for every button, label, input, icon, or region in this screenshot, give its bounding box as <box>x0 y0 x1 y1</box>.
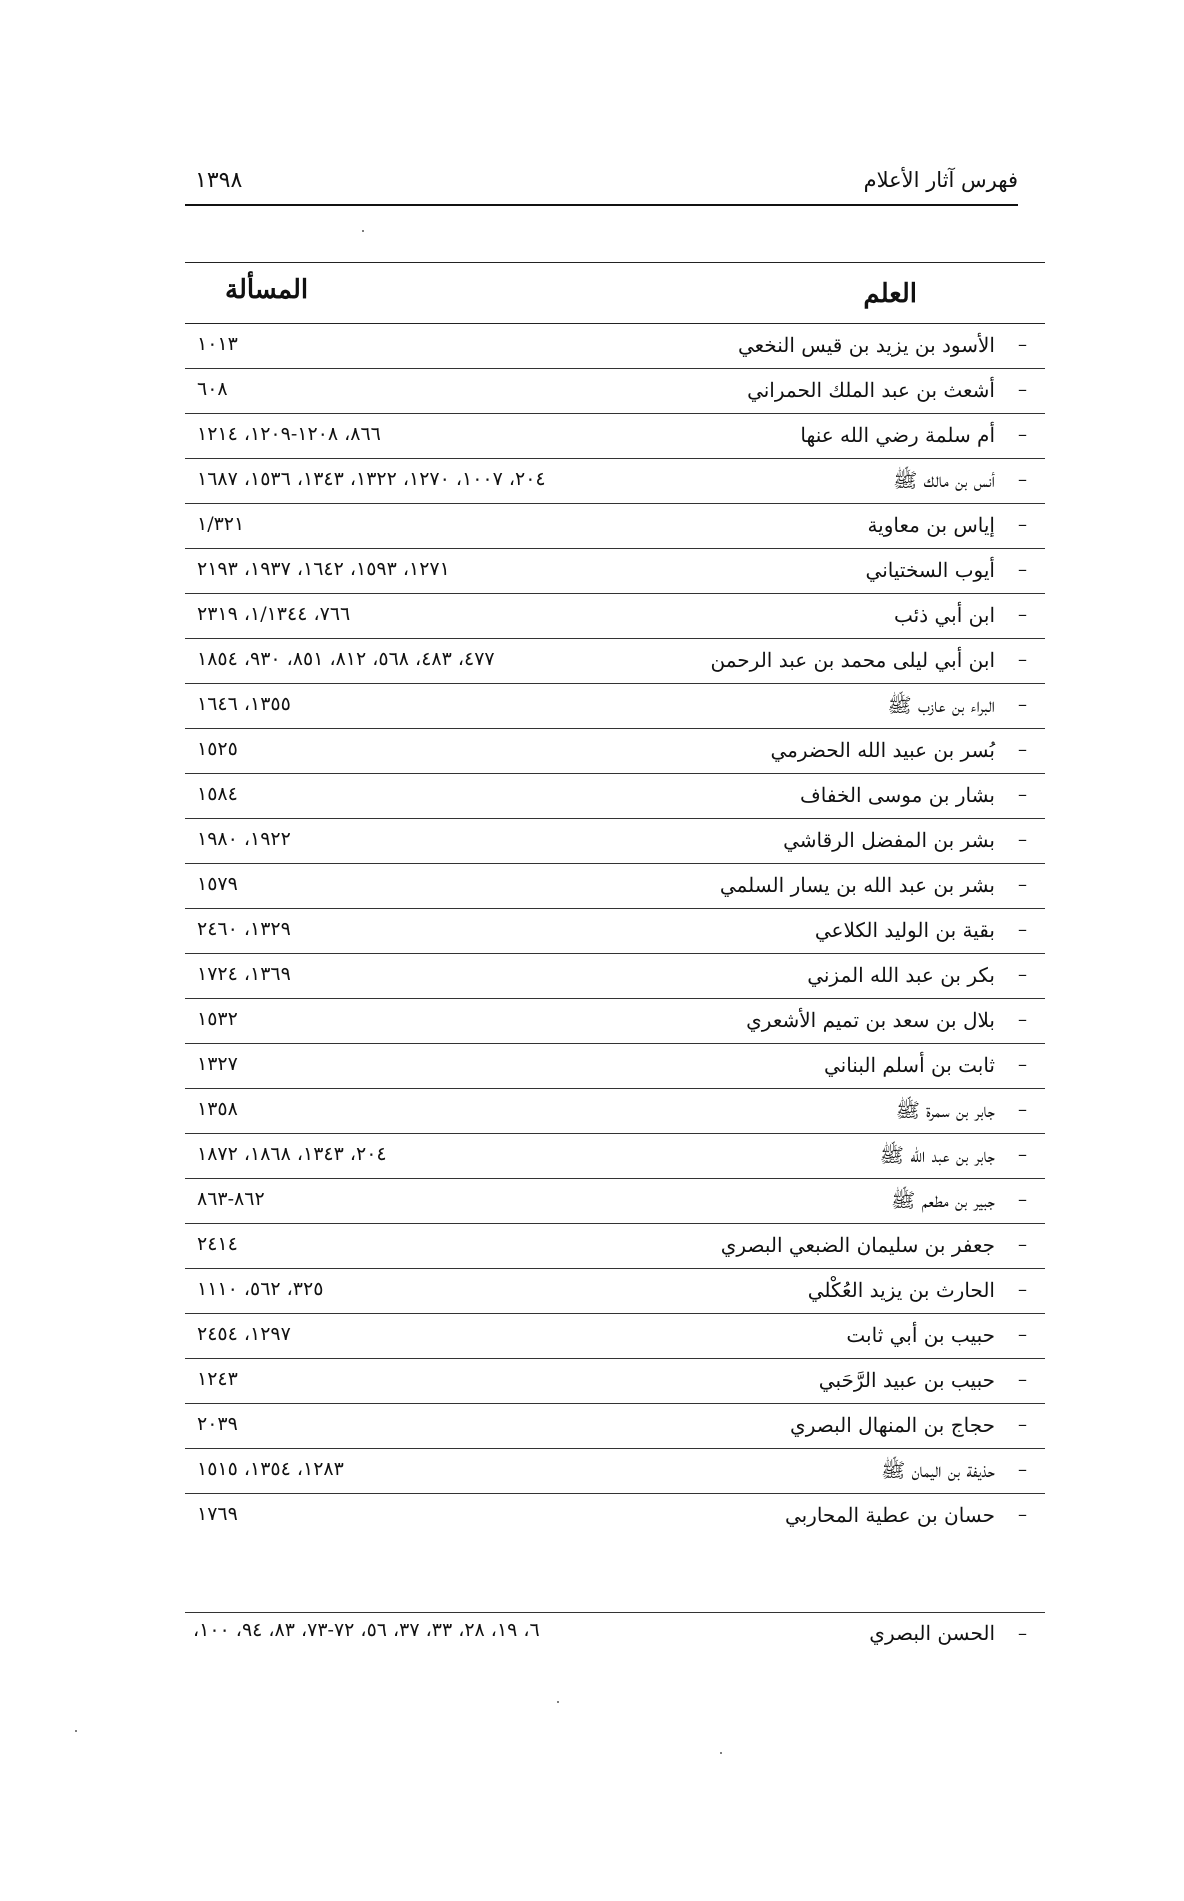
row-references: ١٥٧٩ <box>197 873 238 895</box>
table-row <box>185 324 1045 369</box>
table-row <box>185 909 1045 954</box>
row-dash: – <box>1018 559 1027 580</box>
row-references: ٢٠٤، ١٠٠٧، ١٢٧٠، ١٣٢٢، ١٣٤٣، ١٥٣٦، ١٦٨٧ <box>197 468 546 490</box>
row-name: بكر بن عبد الله المزني <box>807 963 995 987</box>
row-name: بلال بن سعد بن تميم الأشعري <box>746 1008 995 1032</box>
table-row <box>185 819 1045 864</box>
row-dash: – <box>1018 739 1027 760</box>
row-references: ١٥٢٥ <box>197 738 238 760</box>
row-references: ١٠١٣ <box>197 333 238 355</box>
row-name: بشر بن عبد الله بن يسار السلمي <box>719 873 995 897</box>
table-header <box>185 263 1045 324</box>
row-dash: – <box>1018 379 1027 400</box>
row-dash: – <box>1018 649 1027 670</box>
row-name: حجاج بن المنهال البصري <box>790 1413 995 1437</box>
row-dash: – <box>1018 1414 1027 1435</box>
scan-speck <box>75 1730 77 1732</box>
row-references: ١٧٦٩ <box>197 1503 238 1525</box>
row-references: ٧٦٦، ١/١٣٤٤، ٢٣١٩ <box>197 603 351 625</box>
row-references: ١٢٤٣ <box>197 1368 238 1390</box>
scan-speck <box>720 1752 722 1754</box>
row-references: ٦، ١٩، ٢٨، ٣٣، ٣٧، ٥٦، ٧٢-٧٣، ٨٣، ٩٤، ١٠٠، <box>193 1619 540 1641</box>
table-row <box>185 1134 1045 1179</box>
row-references: ١٣٥٨ <box>197 1098 238 1120</box>
row-references: ١٣٢٩، ٢٤٦٠ <box>197 918 291 940</box>
table-row <box>185 999 1045 1044</box>
table-row <box>185 729 1045 774</box>
row-references: ٢٠٤، ١٣٤٣، ١٨٦٨، ١٨٧٢ <box>197 1143 387 1165</box>
row-dash: – <box>1018 784 1027 805</box>
row-references: ١٥٨٤ <box>197 783 238 805</box>
row-name: ابن أبي ليلى محمد بن عبد الرحمن <box>710 648 995 672</box>
running-title: فهرس آثار الأعلام <box>863 168 1018 192</box>
row-name: حبيب بن عبيد الرَّحَبي <box>818 1368 995 1392</box>
row-dash: – <box>1018 1324 1027 1345</box>
table-row <box>185 1494 1045 1538</box>
row-name: الحسن البصري <box>869 1621 995 1645</box>
row-dash: – <box>1018 604 1027 625</box>
row-name: أيوب السختياني <box>865 558 995 582</box>
table-row <box>185 1044 1045 1089</box>
row-dash: – <box>1018 1144 1027 1165</box>
row-references: ٨٦٢-٨٦٣ <box>197 1188 265 1210</box>
row-references: ١٩٢٢، ١٩٨٠ <box>197 828 291 850</box>
row-dash: – <box>1018 874 1027 895</box>
row-name: ابن أبي ذئب <box>894 603 995 627</box>
row-references: ٦٠٨ <box>197 378 228 400</box>
table-row <box>185 864 1045 909</box>
row-references: ٨٦٦، ١٢٠٨-١٢٠٩، ١٢١٤ <box>197 423 381 445</box>
row-dash: – <box>1018 1459 1027 1480</box>
table-row <box>185 1404 1045 1449</box>
row-name: جبير بن مطعم ﷺ <box>891 1188 995 1212</box>
row-name: حبيب بن أبي ثابت <box>846 1323 995 1347</box>
table-row <box>185 459 1045 504</box>
page-number: ١٣٩٨ <box>195 168 243 193</box>
row-references: ١/٣٢١ <box>197 513 245 535</box>
row-name: حسان بن عطية المحاربي <box>784 1503 995 1527</box>
table-row <box>185 1179 1045 1224</box>
row-references: ١٢٩٧، ٢٤٥٤ <box>197 1323 291 1345</box>
row-dash: – <box>1018 424 1027 445</box>
row-dash: – <box>1018 1234 1027 1255</box>
table-row <box>185 1224 1045 1269</box>
scan-speck <box>362 230 364 232</box>
row-references: ١٣٢٧ <box>197 1053 238 1075</box>
table-row <box>185 414 1045 459</box>
row-name: بقية بن الوليد الكلاعي <box>814 918 995 942</box>
table-row <box>185 1449 1045 1494</box>
row-dash: – <box>1018 469 1027 490</box>
row-name: إياس بن معاوية <box>867 513 995 537</box>
row-name: حذيفة بن اليمان ﷺ <box>881 1458 995 1482</box>
row-references: ٢٤١٤ <box>197 1233 238 1255</box>
table-row <box>185 594 1045 639</box>
table-row <box>185 504 1045 549</box>
row-name: أنس بن مالك ﷺ <box>893 468 995 492</box>
row-name: أم سلمة رضي الله عنها <box>800 423 995 447</box>
row-name: البراء بن عازب ﷺ <box>887 693 995 717</box>
row-dash: – <box>1018 514 1027 535</box>
row-dash: – <box>1018 1009 1027 1030</box>
row-name: بشر بن المفضل الرقاشي <box>783 828 995 852</box>
row-references: ١٣٦٩، ١٧٢٤ <box>197 963 291 985</box>
row-name: جعفر بن سليمان الضبعي البصري <box>720 1233 995 1257</box>
row-dash: – <box>1018 829 1027 850</box>
row-references: ١٣٥٥، ١٦٤٦ <box>197 693 291 715</box>
row-references: ١٢٨٣، ١٣٥٤، ١٥١٥ <box>197 1458 344 1480</box>
table-body <box>185 324 1045 1538</box>
row-dash: – <box>1018 1504 1027 1525</box>
page-header <box>185 168 1018 206</box>
row-dash: – <box>1018 964 1027 985</box>
table-row <box>185 369 1045 414</box>
row-references: ٤٧٧، ٤٨٣، ٥٦٨، ٨١٢، ٨٥١، ٩٣٠، ١٨٥٤ <box>197 648 495 670</box>
table-row <box>185 1314 1045 1359</box>
row-dash: – <box>1018 919 1027 940</box>
table-row <box>185 684 1045 729</box>
row-dash: – <box>1018 1369 1027 1390</box>
row-dash: – <box>1018 1623 1027 1644</box>
row-dash: – <box>1018 694 1027 715</box>
table-row <box>185 1359 1045 1404</box>
row-references: ١٥٣٢ <box>197 1008 238 1030</box>
row-name: جابر بن عبد الله ﷺ <box>879 1143 995 1167</box>
scan-speck <box>557 1701 559 1703</box>
row-name: جابر بن سمرة ﷺ <box>895 1098 995 1122</box>
table-row <box>185 954 1045 999</box>
table-row <box>185 639 1045 684</box>
row-dash: – <box>1018 1189 1027 1210</box>
row-name: أشعث بن عبد الملك الحمراني <box>747 378 995 402</box>
row-name: الأسود بن يزيد بن قيس النخعي <box>737 333 995 357</box>
index-table <box>185 262 1045 1538</box>
row-references: ٢٠٣٩ <box>197 1413 238 1435</box>
row-dash: – <box>1018 1279 1027 1300</box>
row-name: الحارث بن يزيد العُكْلي <box>807 1278 995 1302</box>
column-header-reference: المسألة <box>225 275 309 305</box>
table-row-continued <box>185 1612 1045 1657</box>
row-name: ثابت بن أسلم البناني <box>823 1053 995 1077</box>
table-row <box>185 549 1045 594</box>
column-header-name: العلم <box>863 279 917 309</box>
row-dash: – <box>1018 334 1027 355</box>
row-references: ١٢٧١، ١٥٩٣، ١٦٤٢، ١٩٣٧، ٢١٩٣ <box>197 558 450 580</box>
table-row <box>185 774 1045 819</box>
row-references: ٣٢٥، ٥٦٢، ١١١٠ <box>197 1278 324 1300</box>
row-name: بُسر بن عبيد الله الحضرمي <box>770 738 995 762</box>
row-name: بشار بن موسى الخفاف <box>800 783 995 807</box>
row-dash: – <box>1018 1054 1027 1075</box>
table-row <box>185 1089 1045 1134</box>
row-dash: – <box>1018 1099 1027 1120</box>
table-row <box>185 1269 1045 1314</box>
